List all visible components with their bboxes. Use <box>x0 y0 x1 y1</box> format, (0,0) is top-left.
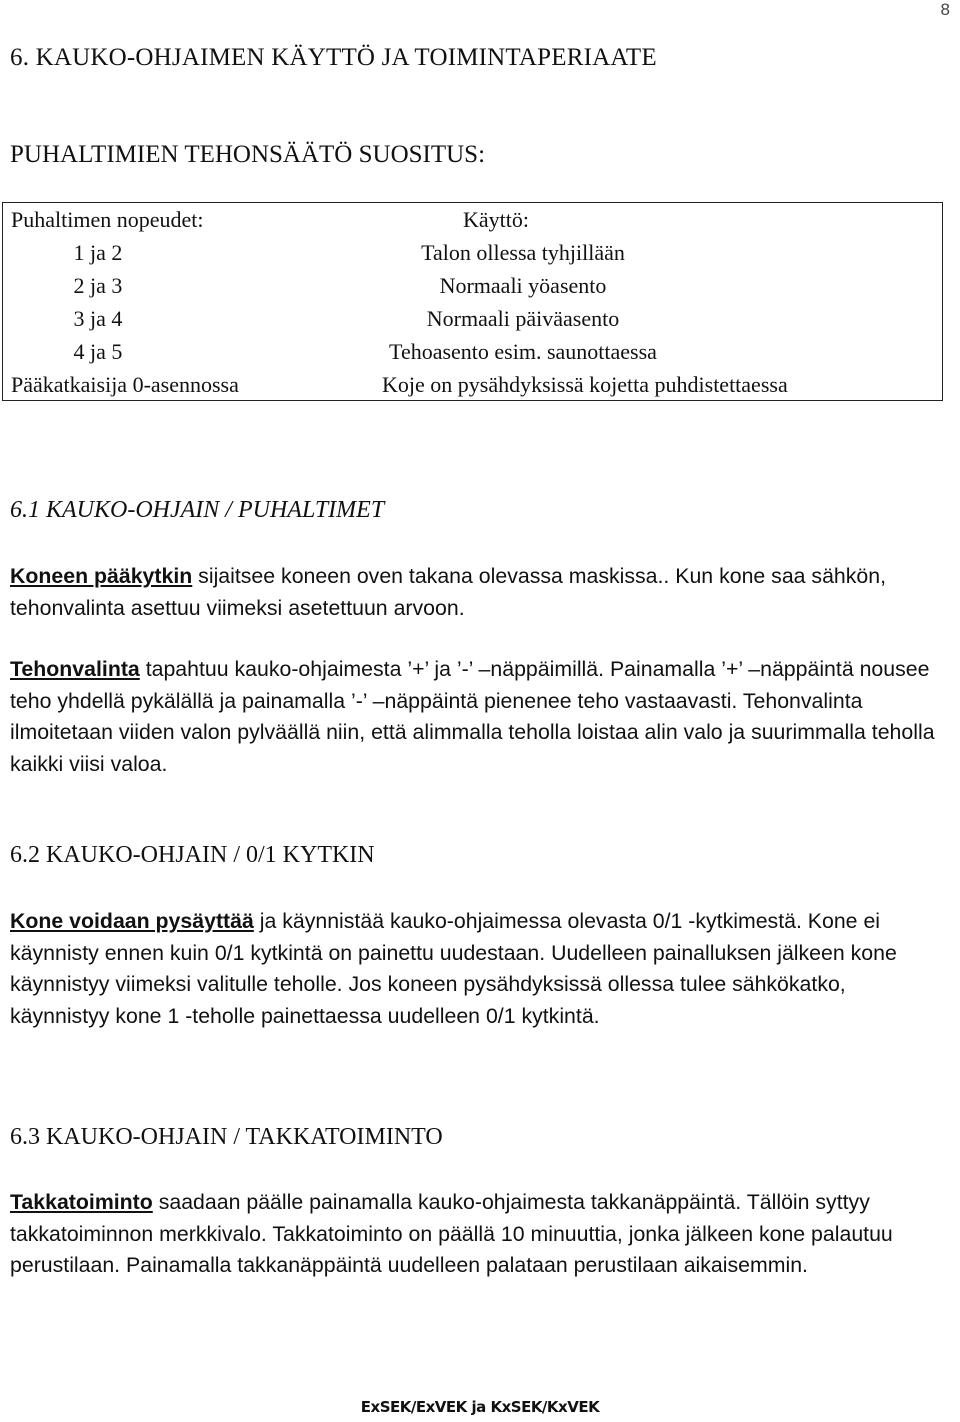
table-row <box>3 368 942 401</box>
keyword-fireplace: Takkatoiminto <box>10 1190 153 1214</box>
paragraph-main-switch <box>10 561 945 624</box>
keyword-main-switch: Koneen pääkytkin <box>10 564 193 588</box>
header-usage: Käyttö: <box>463 207 529 232</box>
row-speeds: Pääkatkaisija 0-asennossa <box>11 372 239 397</box>
row-usage: Koje on pysähdyksissä kojetta puhdistettaessa <box>382 372 788 397</box>
main-heading: 6. KAUKO-OHJAIMEN KÄYTTÖ JA TOIMINTAPERIAATE <box>10 44 657 71</box>
row-usage: Talon ollessa tyhjillään <box>421 240 625 265</box>
row-speeds: 1 ja 2 <box>73 240 123 265</box>
footer-model-names: ExSEK/ExVEK ja KxSEK/KxVEK <box>360 1398 600 1416</box>
keyword-power-selection: Tehonvalinta <box>10 657 140 681</box>
paragraph-stop-start <box>10 906 945 1032</box>
table-row <box>3 335 942 368</box>
table-header-row <box>3 203 942 236</box>
page-number: 8 <box>940 0 950 19</box>
row-speeds: 2 ja 3 <box>73 273 123 298</box>
table-row <box>3 236 942 269</box>
section-title-6-2: 6.2 KAUKO-OHJAIN / 0/1 KYTKIN <box>10 842 375 868</box>
row-usage: Normaali yöasento <box>439 273 607 298</box>
text-fireplace: saadaan päälle painamalla kauko-ohjaimesta takkanäppäintä. Tällöin syttyy takkatoiminnon merkkivalo. Takkatoiminto on päällä 10 minuuttia, jonka jälkeen kone palautuu perustilaan. Painamalla takkanäppäintä uudelleen palataan perustilaan aikaisemmin. <box>10 1190 893 1277</box>
keyword-stop-start: Kone voidaan pysäyttää <box>10 909 254 933</box>
header-speeds: Puhaltimen nopeudet: <box>11 207 204 232</box>
row-speeds: 4 ja 5 <box>73 339 123 364</box>
table-row <box>3 302 942 335</box>
text-stop-start: ja käynnistää kauko-ohjaimessa olevasta 0/1 -kytkimestä. Kone ei käynnisty ennen kuin 0/1 kytkintä on painettu uudestaan. Uudelleen painalluksen jälkeen kone käynnistyy viimeksi valitulle teholle. Jos koneen pysähdyksissä ollessa tulee sähkökatko, käynnistyy kone 1 -teholle painettaessa uudelleen 0/1 kytkintä. <box>10 909 897 1028</box>
table-row <box>3 269 942 302</box>
section-title-6-1: 6.1 KAUKO-OHJAIN / PUHALTIMET <box>10 497 385 523</box>
fan-speed-table <box>2 202 943 401</box>
text-main-switch: sijaitsee koneen oven takana olevassa maskissa.. Kun kone saa sähkön, tehonvalinta asettuu viimeksi asetettuun arvoon. <box>10 564 887 620</box>
paragraph-power-selection <box>10 654 945 780</box>
section-title-6-3: 6.3 KAUKO-OHJAIN / TAKKATOIMINTO <box>10 1124 443 1150</box>
paragraph-fireplace <box>10 1187 945 1282</box>
row-usage: Tehoasento esim. saunottaessa <box>389 339 657 364</box>
fan-recommendation-heading: PUHALTIMIEN TEHONSÄÄTÖ SUOSITUS: <box>10 141 486 168</box>
row-usage: Normaali päiväasento <box>426 306 620 331</box>
text-power-selection: tapahtuu kauko-ohjaimesta ’+’ ja ’-’ –näppäimillä. Painamalla ’+’ –näppäintä nousee teho yhdellä pykälällä ja painamalla ’-’ –näppäintä pienenee teho vastaavasti. Tehonvalinta ilmoitetaan viiden valon pylväällä niin, että alimmalla teholla loistaa alin valo ja suurimmalla teholla kaikki viisi valoa. <box>10 657 935 776</box>
row-speeds: 3 ja 4 <box>73 306 123 331</box>
